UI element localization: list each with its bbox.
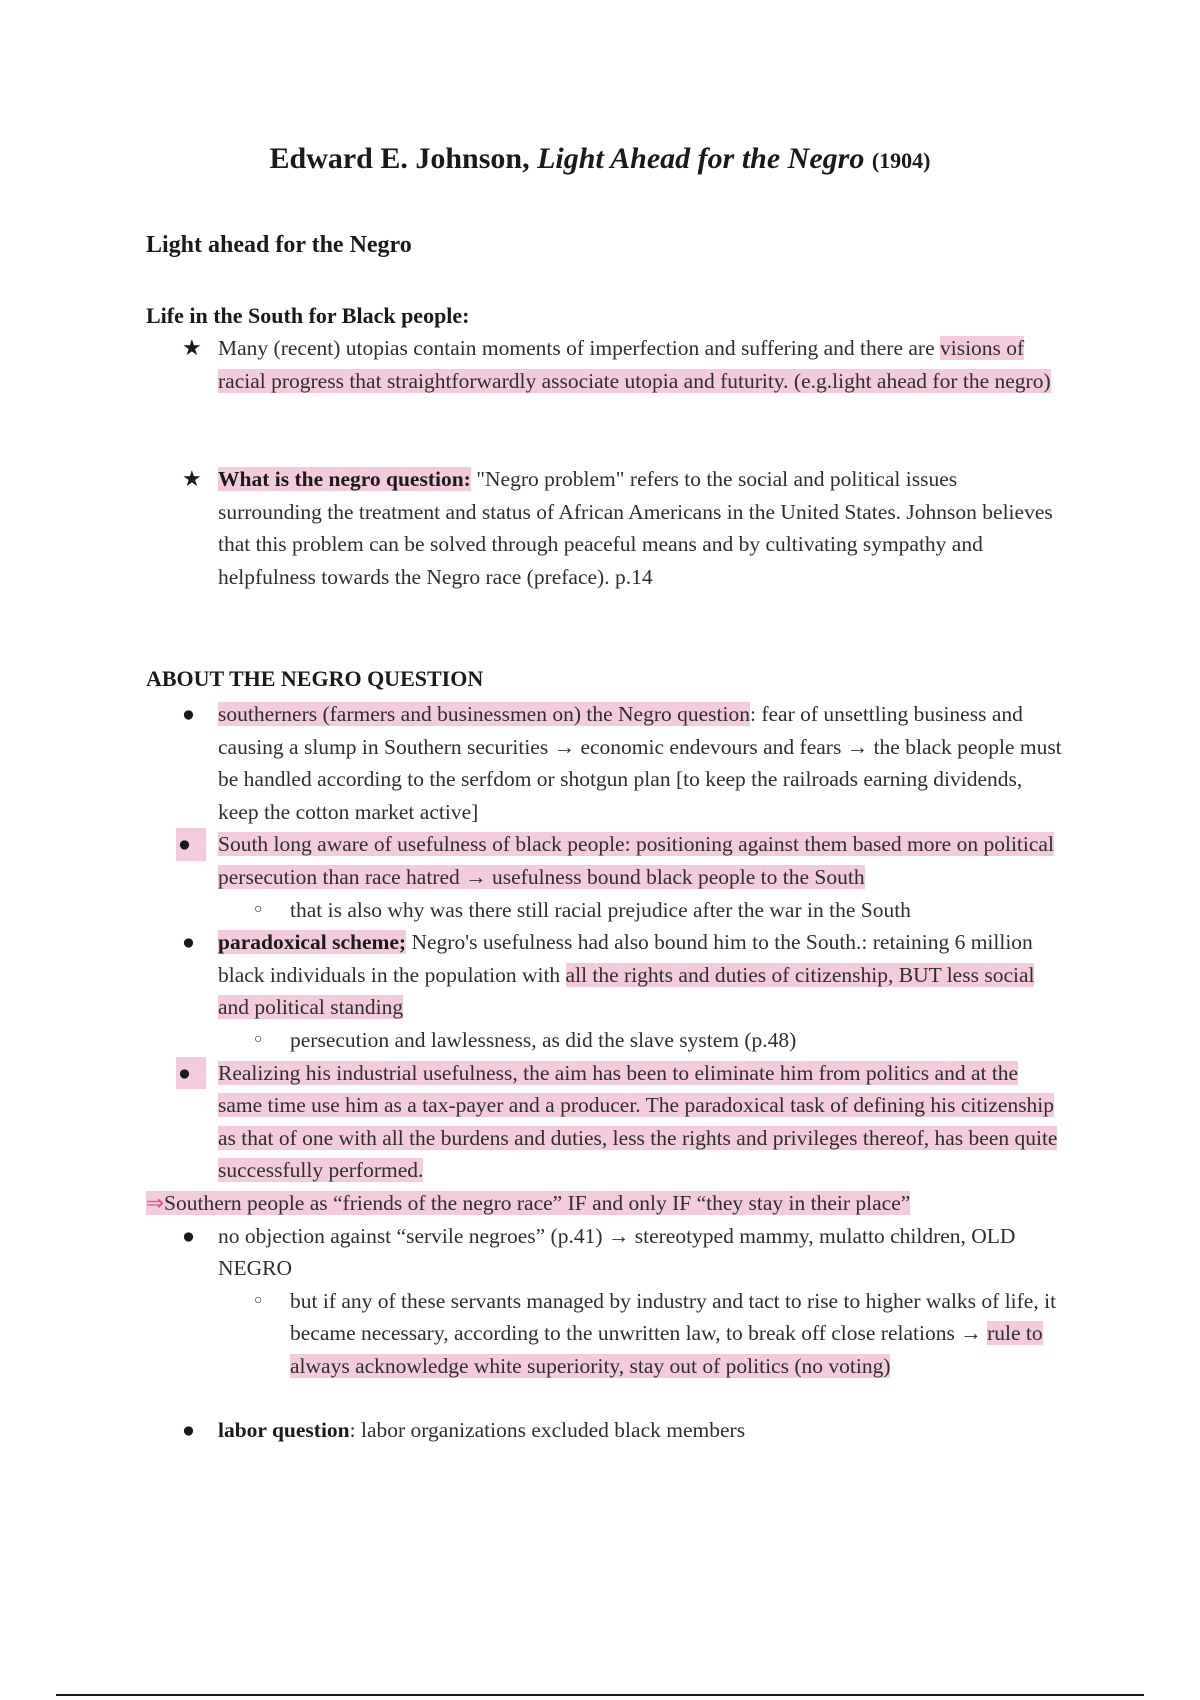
section1-item xyxy=(146,332,1066,397)
list-subitem xyxy=(146,1024,1066,1057)
list-item xyxy=(146,698,1066,828)
b4-highlight: Realizing his industrial usefulness, the aim has been to eliminate him from politics and at the same time use him as a tax-payer and a producer. The paradoxical task of defining his citizenship as that of one with all the burdens and duties, less the rights and privileges thereof, has been quite successfully performed. xyxy=(218,1060,1058,1183)
b3-text: Negro's usefulness had also bound him to the South.: retaining 6 million black individuals in the population with xyxy=(218,930,1033,987)
b5sub-text: but if any of these servants managed by industry and tact to rise to higher walks of life, it became necessary, according to the unwritten law, to break off close relations → xyxy=(290,1288,1057,1346)
list-item xyxy=(146,926,1066,1024)
item2-text: "Negro problem" refers to the social and political issues surrounding the treatment and status of African Americans in the United States. Johnson believes that this problem can be solved through peaceful means and by cultivating sympathy and helpfulness towards the Negro race (preface). p.14 xyxy=(218,467,1053,589)
bullet-icon: ● xyxy=(182,1223,195,1248)
b2sub-text: that is also why was there still racial prejudice after the war in the South xyxy=(290,897,911,922)
section1-list xyxy=(146,332,1066,397)
title-author: Edward E. Johnson, xyxy=(269,142,530,175)
bullet-icon: ● xyxy=(182,930,195,955)
list-subitem xyxy=(146,894,1066,927)
list-item xyxy=(146,1414,1066,1447)
section1-item xyxy=(146,463,1066,593)
conclusion-text: Southern people as “friends of the negro race” IF and only IF “they stay in their place” xyxy=(164,1190,911,1215)
list-item xyxy=(146,828,1066,893)
section1-list-2 xyxy=(146,463,1066,593)
list-subitem xyxy=(146,1285,1066,1383)
b6-text: : labor organizations excluded black members xyxy=(349,1418,746,1443)
section1-heading: Life in the South for Black people: xyxy=(146,303,470,328)
title-year: (1904) xyxy=(871,148,931,173)
bullet-icon: ● xyxy=(182,1418,195,1443)
b5-text: no objection against “servile negroes” (p.41) → stereotyped mammy, mulatto children, OLD NEGRO xyxy=(218,1223,1016,1281)
page-title xyxy=(0,142,1200,176)
bullet-icon: ● xyxy=(182,702,195,726)
list-item xyxy=(146,1057,1066,1187)
title-work: Light Ahead for the Negro xyxy=(537,142,865,175)
b3sub-text: persecution and lawlessness, as did the slave system (p.48) xyxy=(290,1027,797,1052)
bullet-icon: ● xyxy=(176,1057,206,1090)
bullet-icon: ● xyxy=(176,828,206,861)
b3-highlight: all the rights and duties of citizenship, BUT less social and political standing xyxy=(218,962,1035,1020)
b3-bold: paradoxical scheme; xyxy=(218,930,407,955)
section2-heading: ABOUT THE NEGRO QUESTION xyxy=(146,666,484,691)
conclusion-line xyxy=(146,1187,1066,1220)
b1-highlight: southerners (farmers and businessmen on) the Negro question xyxy=(218,702,750,726)
item1-highlight: visions of racial progress that straightforwardly associate utopia and futurity. (e.g.light ahead for the negro) xyxy=(218,336,1051,393)
b5sub-highlight: rule to always acknowledge white superiority, stay out of politics (no voting) xyxy=(290,1321,1043,1378)
list-item xyxy=(146,1220,1066,1285)
circle-bullet-icon: ○ xyxy=(254,1292,263,1308)
star-bullet-icon: ★ xyxy=(182,466,202,491)
b6-bold: labor question xyxy=(218,1418,350,1443)
section2-list xyxy=(146,698,1066,1447)
subtitle: Light ahead for the Negro xyxy=(146,232,412,258)
circle-bullet-icon: ○ xyxy=(254,1031,263,1047)
item2-bold: What is the negro question: xyxy=(218,467,471,491)
footer-divider xyxy=(56,1694,1144,1696)
b2-highlight: South long aware of usefulness of black people: positioning against them based more on political persecution than race hatred → usefulness bound black people to the South xyxy=(218,832,1054,889)
b1-text: : fear of unsettling business and causing a slump in Southern securities → economic endevours and fears → the black people must be handled according to the serfdom or shotgun plan [to keep the railroads earning dividends, keep the cotton market active] xyxy=(218,702,1062,824)
item1-text: Many (recent) utopias contain moments of imperfection and suffering and there are xyxy=(218,336,940,360)
star-bullet-icon: ★ xyxy=(182,335,202,360)
double-arrow-icon: ⇒ xyxy=(146,1190,165,1215)
circle-bullet-icon: ○ xyxy=(254,901,263,917)
